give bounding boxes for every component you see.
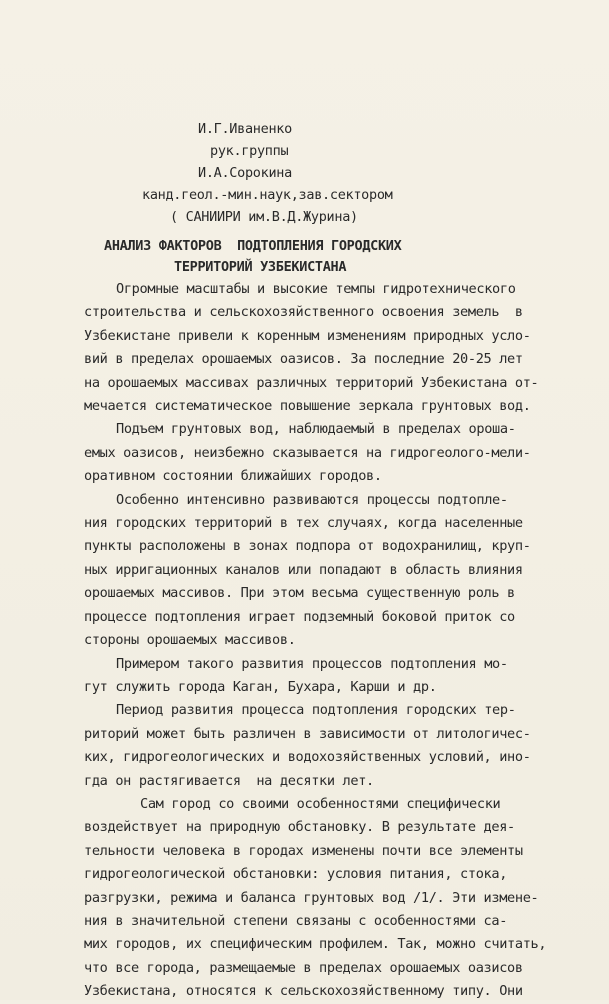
text-line: Огромные масштабы и высокие темпы гидротехнического	[116, 281, 516, 297]
text-line: ких, гидрогеологических и водохозяйственных условий, ино-	[84, 749, 531, 766]
text-line: Узбекистана, относятся к сельскохозяйственному типу. Они	[84, 983, 523, 1000]
text-line: емых оазисов, неизбежно сказывается на гидрогеолого-мели-	[84, 444, 531, 461]
text-line: гидрогеологической обстановки: условия питания, стока,	[84, 866, 508, 883]
author-role-2: канд.геол.-мин.наук,зав.сектором	[142, 187, 393, 203]
document-title	[104, 236, 524, 278]
text-line: на орошаемых массивах различных территорий Узбекистана от-	[84, 374, 539, 391]
text-line: риторий может быть различен в зависимости от литологичес-	[84, 725, 531, 742]
text-line: Примером такого развития процессов подтопления мо-	[116, 655, 508, 672]
text-line: разгрузки, режима и баланса грунтовых вод /1/. Эти измене-	[84, 889, 539, 906]
text-line: ных ирригационных каналов или попадают в область влияния	[84, 561, 523, 578]
author-name-2: И.А.Сорокина	[198, 165, 292, 181]
text-line: Сам город со своими особенностями специфически	[140, 795, 501, 812]
text-line: Подъем грунтовых вод, наблюдаемый в пределах ороша-	[116, 421, 516, 438]
text-line: пункты расположены в зонах подпора от водохранилищ, круп-	[84, 538, 531, 555]
text-line: оративном состоянии ближайших городов.	[84, 468, 382, 485]
text-line: мечается систематическое повышение зеркала грунтовых вод.	[84, 398, 531, 415]
text-line: тельности человека в городах изменены почти все элементы	[84, 842, 523, 859]
author-name-1: И.Г.Иваненко	[198, 121, 292, 137]
text-line: стороны орошаемых массивов.	[84, 632, 296, 649]
text-line: строительства и сельскохозяйственного освоения земель в	[84, 304, 523, 321]
text-line: воздействует на природную обстановку. В результате дея-	[84, 819, 515, 836]
author-organization: ( САНИИРИ им.В.Д.Журина)	[170, 209, 358, 225]
text-line: Узбекистане привели к коренным изменениям природных усло-	[84, 327, 531, 344]
title-line-1: АНАЛИЗ ФАКТОРОВ ПОДТОПЛЕНИЯ ГОРОДСКИХ	[104, 238, 402, 254]
body-text	[84, 278, 554, 1004]
author-block	[130, 118, 530, 228]
text-line: что все города, размещаемые в пределах орошаемых оазисов	[84, 959, 523, 976]
title-line-2: ТЕРРИТОРИЙ УЗБЕКИСТАНА	[174, 259, 347, 275]
text-line: орошаемых массивов. При этом весьма существенную роль в	[84, 585, 515, 602]
text-line: Особенно интенсивно развиваются процессы подтопле-	[116, 491, 508, 508]
text-line: гда он растягивается на десятки лет.	[84, 772, 374, 789]
author-role-1: рук.группы	[210, 143, 289, 159]
text-line: процессе подтопления играет подземный боковой приток со	[84, 608, 515, 625]
text-line: мих городов, их специфическим профилем. Так, можно считать,	[84, 936, 547, 953]
text-line: Период развития процесса подтопления городских тер-	[116, 702, 516, 719]
text-line: вий в пределах орошаемых оазисов. За последние 20-25 лет	[84, 351, 523, 368]
text-line: гут служить города Каган, Бухара, Карши и др.	[84, 678, 437, 695]
text-line: ния в значительной степени связаны с особенностями са-	[84, 912, 508, 929]
text-line: ния городских территорий в тех случаях, когда населенные	[84, 515, 523, 532]
